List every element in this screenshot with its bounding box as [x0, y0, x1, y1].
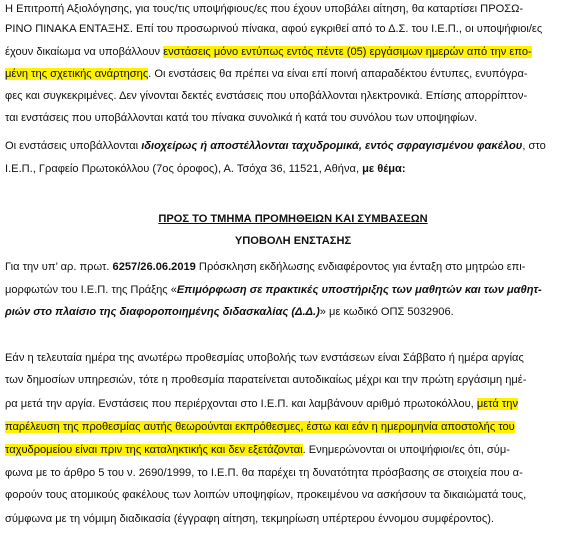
text: Ι.Ε.Π., Γραφείο Πρωτοκόλλου (7ος όροφος), Α. Τσόχα 36, 11521, Αθήνα,	[5, 163, 363, 175]
text: φορούν τους ατομικούς φακέλους των λοιπών υποψηφίων, προκειμένου να ασκήσουν τα δικαιώματά τους,	[5, 489, 527, 501]
text: φες και συγκεκριμένες. Δεν γίνονται δεκτές ενστάσεις που υποβάλλονται ηλεκτρονικά. Επίσης απορρίπτον-	[5, 90, 528, 102]
highlighted-text: ενστάσεις μόνο εντύπως εντός πέντε (05) εργάσιμων ημερών από την επο-	[163, 46, 532, 58]
text: ΡΙΝΟ ΠΙΝΑΚΑ ΕΝΤΑΞΗΣ. Επί του προσωρινού πίνακα, αφού εγκριθεί από το Δ.Σ. του Ι.Ε.Π., οι υποψήφιοι/ες	[5, 23, 543, 35]
para3-line5	[5, 443, 510, 457]
para1-line4	[5, 67, 528, 81]
text: Οι ενστάσεις υποβάλλονται	[5, 140, 142, 152]
text: Η Επιτροπή Αξιολόγησης, για τους/τις υποψήφιους/ες που έχουν υποβάλει αίτηση, θα καταρτίσει ΠΡΟΣΩ-	[5, 3, 524, 15]
para3-line6	[5, 466, 523, 480]
highlighted-text: παρέλευση της προθεσμίας αυτής θεωρούνται εκπρόθεσμες, έστω και εάν η ημερομηνία αποστολής του	[5, 421, 515, 433]
para3-line3	[5, 397, 518, 411]
subject-title: ΠΡΟΣ ΤΟ ΤΜΗΜΑ ΠΡΟΜΗΘΕΙΩΝ ΚΑΙ ΣΥΜΒΑΣΕΩΝ	[158, 213, 428, 225]
subject-subtitle: ΥΠΟΒΟΛΗ ΕΝΣΤΑΣΗΣ	[234, 235, 352, 247]
para2-line1	[5, 139, 546, 153]
text: Πρόσκληση εκδήλωσης ενδιαφέροντος για ένταξη στο μητρώο επι-	[195, 261, 526, 273]
para3-line7	[5, 488, 526, 502]
para3-line2	[5, 373, 526, 387]
text: . Οι ενστάσεις θα πρέπει να είναι επί ποινή απαραδέκτου έντυπες, ενυπόγρα-	[148, 68, 528, 80]
bold-italic-text: ριών στο πλαίσιο της διαφοροποιημένης διδασκαλίας (Δ.Δ.)	[5, 306, 320, 318]
subject-line2	[5, 283, 542, 297]
para1-line3	[5, 45, 532, 59]
para1-line6	[5, 111, 477, 125]
text: , στο	[522, 140, 546, 152]
text: ται ενστάσεις που υποβάλλονται κατά του πίνακα συνολικά ή κατά του συνόλου των υποψηφίων.	[5, 112, 478, 124]
subject-line3	[5, 305, 454, 319]
highlighted-text: ταχυδρομείου είναι πριν της καταληκτικής και δεν εξετάζονται	[5, 444, 303, 456]
para3-line1	[5, 351, 524, 365]
text: μορφωτών του Ι.Ε.Π. της Πράξης «	[5, 284, 177, 296]
subject-line1	[5, 260, 525, 274]
protocol-number: 6257/26.06.2019	[112, 261, 196, 273]
bold-italic-text: Επιμόρφωση σε πρακτικές υποστήριξης των μαθητών και των μαθητ-	[176, 284, 542, 296]
para3-line4	[5, 420, 515, 434]
text: . Ενημερώνονται οι υποψήφιοι/ες ότι, σύμ-	[302, 444, 510, 456]
para1-line1	[5, 2, 523, 16]
para2-line2	[5, 162, 406, 176]
text: των δημοσίων υπηρεσιών, τότε η προθεσμία παρατείνεται αυτοδικαίως μέχρι και την πρώτη εργάσιμη ημέ-	[5, 374, 527, 386]
highlighted-text: μετά την	[476, 398, 518, 410]
para1-line5	[5, 89, 527, 103]
para3-line8	[5, 512, 494, 526]
text: σύμφωνα με τη νόμιμη διαδικασία (έγγραφη αίτηση, τεκμηρίωση υπέρτερου έννομου συμφέροντος).	[5, 513, 494, 525]
text: έχουν δικαίωμα να υποβάλλουν	[5, 46, 164, 58]
bold-italic-text: ιδιοχείρως ή αποστέλλονται ταχυδρομικά, εντός σφραγισμένου φακέλου	[141, 140, 523, 152]
text: φωνα με το άρθρο 5 του ν. 2690/1999, το Ι.Ε.Π. θα παρέχει τη δυνατότητα πρόσβασης σε στοιχεία που α-	[5, 467, 523, 479]
text: » με κωδικό ΟΠΣ 5032906.	[319, 306, 454, 318]
highlighted-text: μένη της σχετικής ανάρτησης	[5, 68, 149, 80]
para1-line2	[5, 22, 542, 36]
text: Για την υπ’ αρ. πρωτ.	[5, 261, 113, 273]
text: Εάν η τελευταία ημέρα της ανωτέρω προθεσμίας υποβολής των ενστάσεων είναι Σάββατο ή ημέρα αργίας	[5, 352, 524, 364]
text: ρα μετά την αργία. Ενστάσεις που περιέρχονται στο Ι.Ε.Π. και λαμβάνουν αριθμό πρωτοκόλλου,	[5, 398, 477, 410]
bold-text: με θέμα:	[362, 163, 406, 175]
